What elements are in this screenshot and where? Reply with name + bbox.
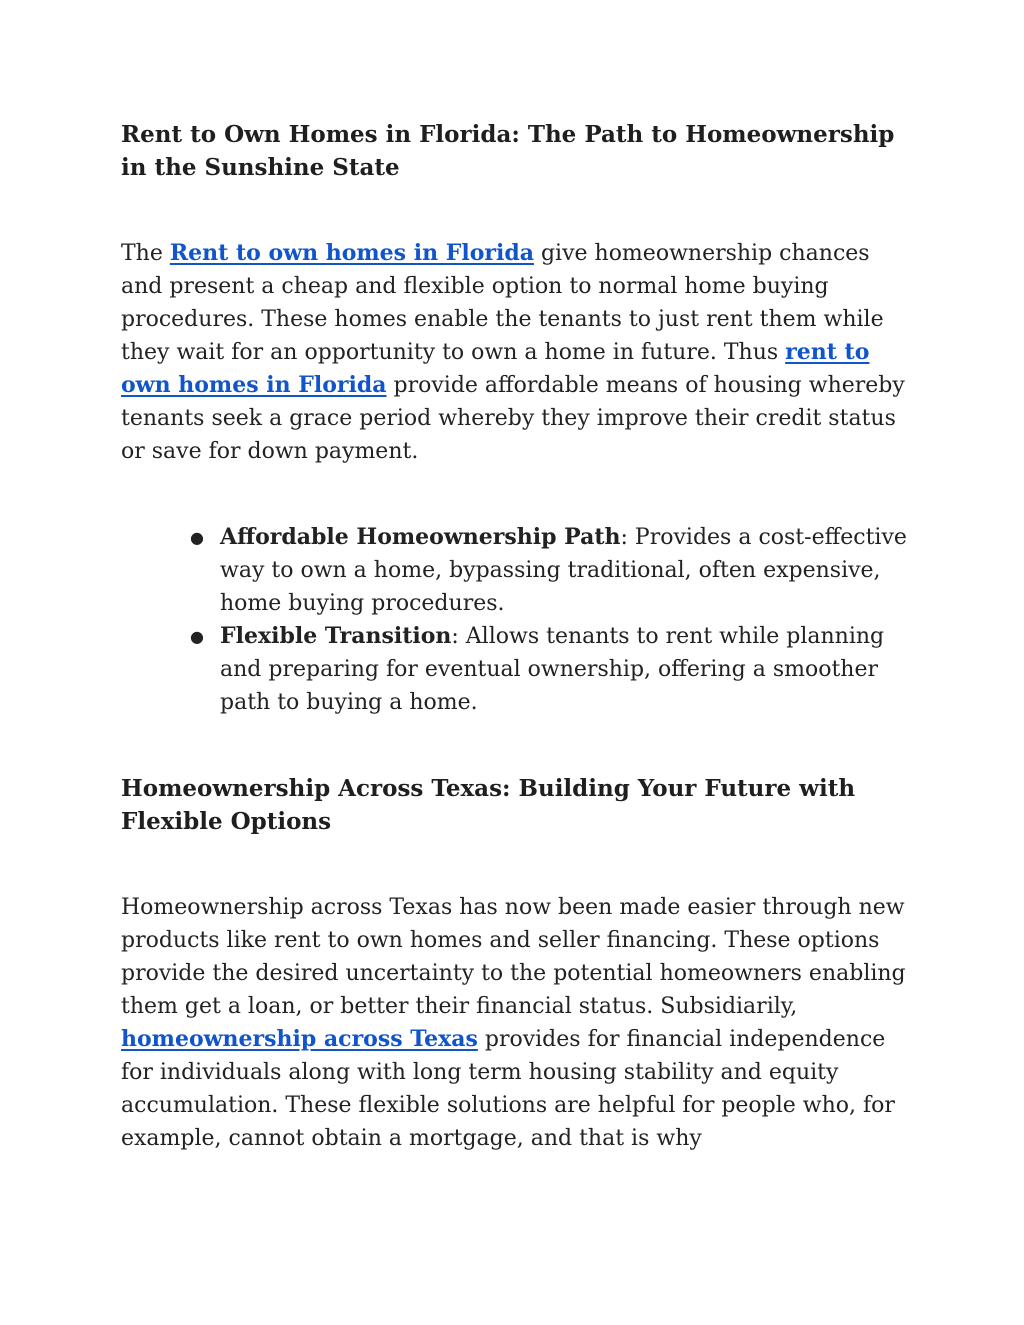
paragraph-text: provides for financial independence for individuals along with long term housing stability and equity accumulation. These flexible solutions are helpful for people who, for example, cannot obtain a mortgage, and that is why	[121, 1027, 895, 1151]
bullet-icon: ●	[190, 528, 204, 547]
link-rent-to-own-florida-2[interactable]: rent to own homes in Florida	[121, 339, 870, 398]
bullet-icon: ●	[190, 627, 204, 646]
list-item-term: Affordable Homeownership Path	[220, 524, 621, 550]
paragraph-florida	[121, 237, 911, 468]
list-item-text: : Provides a cost-effective way to own a home, bypassing traditional, often expensive, home buying procedures.	[220, 525, 907, 616]
list-item	[190, 620, 911, 719]
paragraph-text: The	[121, 241, 170, 266]
paragraph-text: provide affordable means of housing whereby tenants seek a grace period whereby they improve their credit status or save for down payment.	[121, 373, 905, 464]
document-page	[121, 118, 911, 1155]
paragraph-texas	[121, 891, 911, 1155]
list-item-text: : Allows tenants to rent while planning and preparing for eventual ownership, offering a smoother path to buying a home.	[220, 624, 885, 715]
link-rent-to-own-florida[interactable]: Rent to own homes in Florida	[169, 240, 534, 266]
link-homeownership-texas[interactable]: homeownership across Texas	[121, 1026, 478, 1052]
list-item	[190, 521, 911, 620]
section-heading-florida: Rent to Own Homes in Florida: The Path to Homeownership in the Sunshine State	[121, 121, 895, 181]
paragraph-text: Homeownership across Texas has now been made easier through new products like rent to own homes and seller financing. These options provide the desired uncertainty to the potential homeowners enabling them get a loan, or better their financial status. Subsidiarily,	[121, 895, 906, 1019]
benefits-list	[121, 521, 911, 719]
section-heading-texas: Homeownership Across Texas: Building Your Future with Flexible Options	[121, 775, 856, 835]
list-item-term: Flexible Transition	[220, 623, 452, 649]
paragraph-text: give homeownership chances and present a cheap and flexible option to normal home buying procedures. These homes enable the tenants to just rent them while they wait for an opportunity to own a home in future. Thus	[121, 241, 884, 365]
